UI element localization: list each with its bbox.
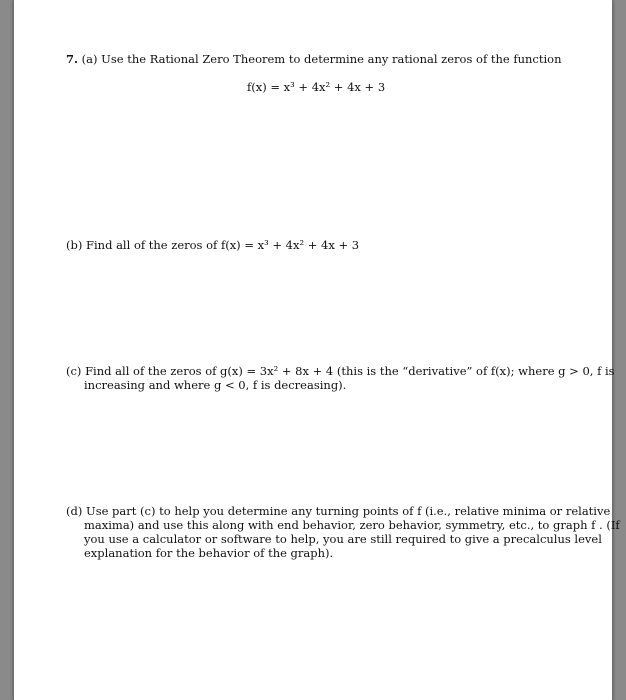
part-a-label: (a) (81, 52, 98, 66)
part-c-text-2: increasing and where g < 0, f is decreasing). (84, 378, 347, 392)
part-b-text: Find all of the zeros of f(x) = x³ + 4x² + 4x + 3 (86, 238, 360, 252)
document-page (13, 0, 620, 700)
part-d-text-3: you use a calculator or software to help, you are still required to give a precalculus level (84, 532, 602, 546)
part-d-text-1: Use part (c) to help you determine any turning points of f (i.e., relative minima or relative (86, 504, 611, 518)
question-a-line (66, 52, 562, 66)
question-number: 7. (66, 52, 79, 66)
part-d-text-2: maxima) and use this along with end behavior, zero behavior, symmetry, etc., to graph f . (If (84, 518, 620, 532)
part-c-text-1: Find all of the zeros of g(x) = 3x² + 8x + 4 (this is the “derivative” of f(x); where g > 0, f is (85, 364, 615, 378)
part-d-label: (d) (66, 504, 83, 518)
question-c-line1 (66, 364, 615, 378)
question-d-line1 (66, 504, 610, 518)
part-a-text: Use the Rational Zero Theorem to determine any rational zeros of the function (101, 52, 562, 66)
part-c-label: (c) (66, 364, 82, 378)
part-d-text-4: explanation for the behavior of the graph). (84, 546, 334, 560)
question-b-line (66, 238, 359, 252)
part-b-label: (b) (66, 238, 83, 252)
part-a-formula: f(x) = x³ + 4x² + 4x + 3 (247, 80, 386, 94)
